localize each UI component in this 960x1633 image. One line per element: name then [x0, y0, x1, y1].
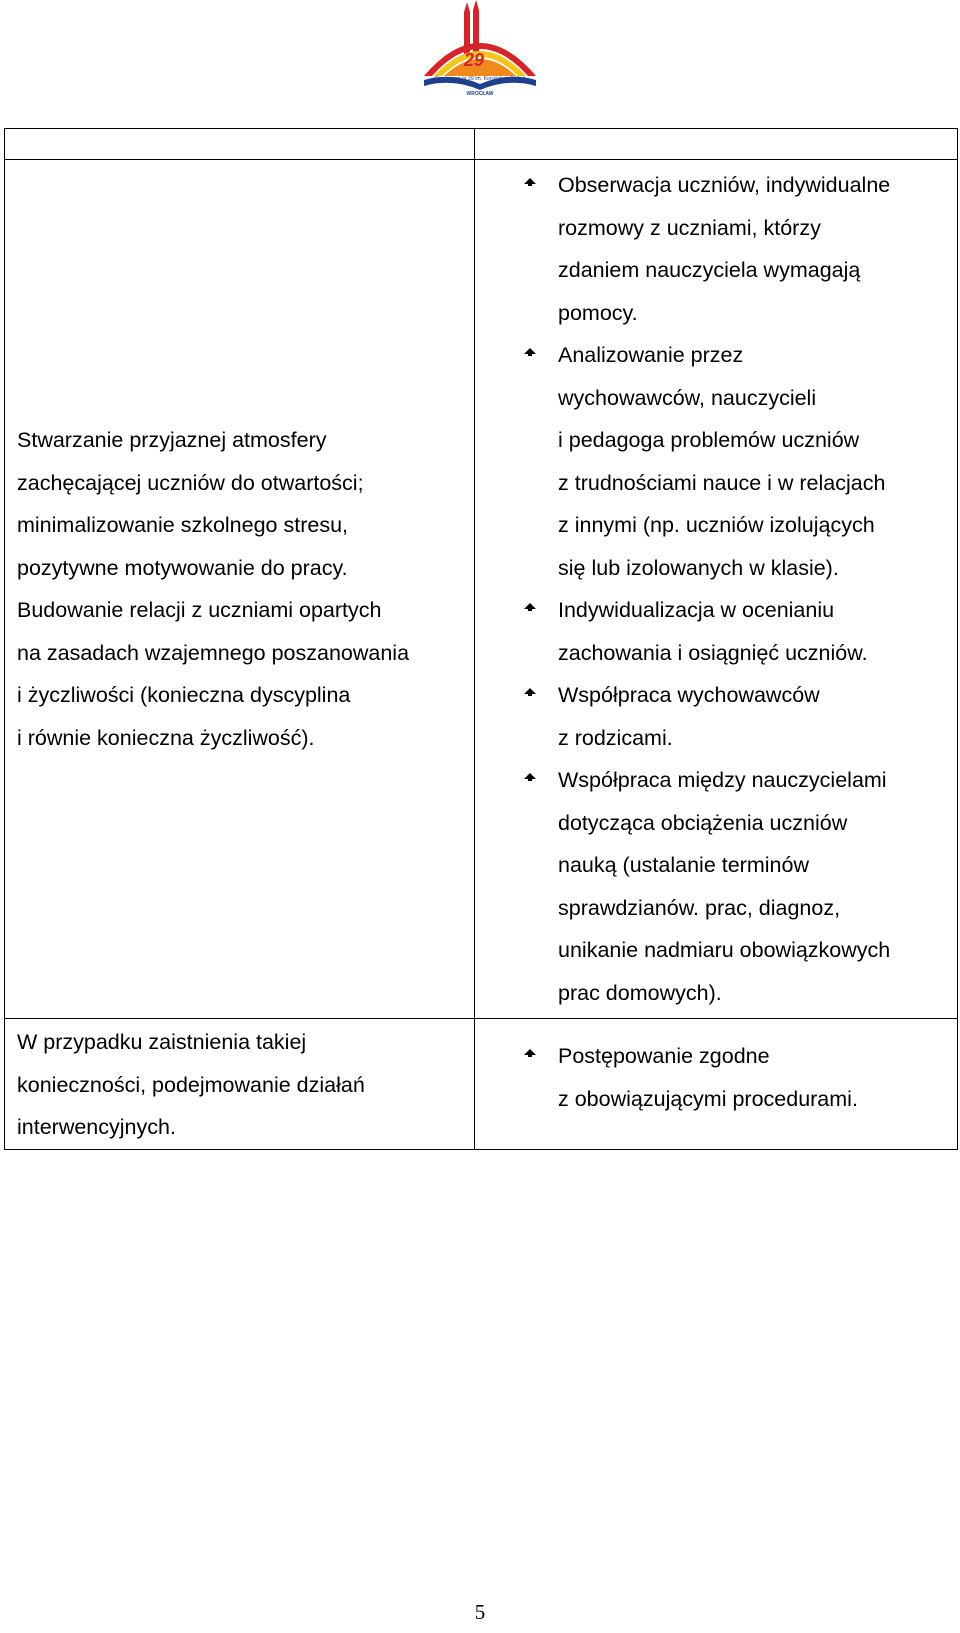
list-item — [475, 1035, 951, 1120]
text-line: unikanie nadmiaru obowiązkowych — [558, 938, 891, 962]
text-line: z trudnościami nauce i w relacjach — [558, 470, 886, 495]
text-line: wychowawców, nauczycieli — [558, 385, 817, 410]
text-line: W przypadku zaistnienia takiej — [17, 1030, 307, 1054]
goal-text — [5, 1019, 474, 1149]
actions-list — [475, 160, 957, 1018]
text-line: z innymi (np. uczniów izolujących — [558, 513, 875, 537]
text-line: pomocy. — [558, 300, 638, 325]
text-line: Współpraca między nauczycielami — [558, 768, 887, 792]
text-line: dotycząca obciążenia uczniów — [558, 810, 848, 835]
bullet-icon — [524, 603, 536, 613]
list-item — [475, 674, 951, 759]
text-line: Budowanie relacji z uczniami opartych — [17, 598, 382, 622]
text-line: Obserwacja uczniów, indywidualne — [558, 173, 891, 197]
bullet-icon — [524, 178, 536, 188]
table-row — [5, 1019, 958, 1150]
text-line: nauką (ustalanie terminów — [558, 853, 809, 877]
text-line: Współpraca wychowawców — [558, 683, 820, 707]
page-number: 5 — [474, 1600, 486, 1624]
bullet-icon — [524, 773, 536, 783]
school-logo — [410, 0, 550, 100]
list-item — [475, 589, 951, 674]
bullet-icon — [524, 1049, 536, 1059]
content-table — [4, 128, 958, 1150]
text-line: zachowania i osiągnięć uczniów. — [558, 640, 868, 665]
text-line: rozmowy z uczniami, którzy — [558, 215, 821, 240]
list-item — [475, 164, 951, 334]
header-cell-left — [5, 129, 475, 160]
list-item — [475, 334, 951, 589]
text-line: zachęcającej uczniów do otwartości; — [17, 470, 364, 495]
header-cell-right — [475, 129, 958, 160]
text-line: pozytywne motywowanie do pracy. — [17, 555, 348, 580]
logo-city: WROCŁAW — [466, 91, 494, 97]
text-line: interwencyjnych. — [17, 1115, 176, 1139]
actions-cell — [475, 1019, 958, 1150]
actions-list — [475, 1019, 957, 1134]
text-line: na zasadach wzajemnego poszanowania — [17, 640, 410, 665]
goal-cell — [5, 1019, 475, 1150]
goal-text — [5, 419, 474, 759]
actions-cell — [475, 160, 958, 1019]
text-line: z rodzicami. — [558, 725, 673, 750]
text-line: zdaniem nauczyciela wymagają — [558, 258, 861, 282]
text-line: się lub izolowanych w klasie). — [558, 555, 839, 580]
text-line: z obowiązującymi procedurami. — [558, 1086, 858, 1111]
bullet-icon — [524, 688, 536, 698]
goal-cell — [5, 160, 475, 1019]
logo-number: 29 — [463, 50, 485, 70]
text-line: Indywidualizacja w ocenianiu — [558, 598, 835, 622]
text-line: minimalizowanie szkolnego stresu, — [17, 513, 349, 537]
text-line: sprawdzianów. prac, diagnoz, — [558, 895, 841, 920]
text-line: konieczności, podejmowanie działań — [17, 1072, 365, 1097]
text-line: prac domowych). — [558, 980, 722, 1005]
text-line: i równie konieczna życzliwość). — [17, 725, 315, 750]
table-header-row — [5, 129, 958, 160]
text-line: Stwarzanie przyjaznej atmosfery — [17, 428, 327, 452]
bullet-icon — [524, 348, 536, 358]
text-line: i pedagoga problemów uczniów — [558, 428, 860, 452]
text-line: Analizowanie przez — [558, 343, 744, 367]
list-item — [475, 759, 951, 1014]
text-line: i życzliwości (konieczna dyscyplina — [17, 683, 351, 707]
logo-school-name: Gimnazjum nr 29 im. Konstytucji 3 Maja — [434, 76, 526, 82]
table-row — [5, 160, 958, 1019]
text-line: Postępowanie zgodne — [558, 1044, 770, 1068]
